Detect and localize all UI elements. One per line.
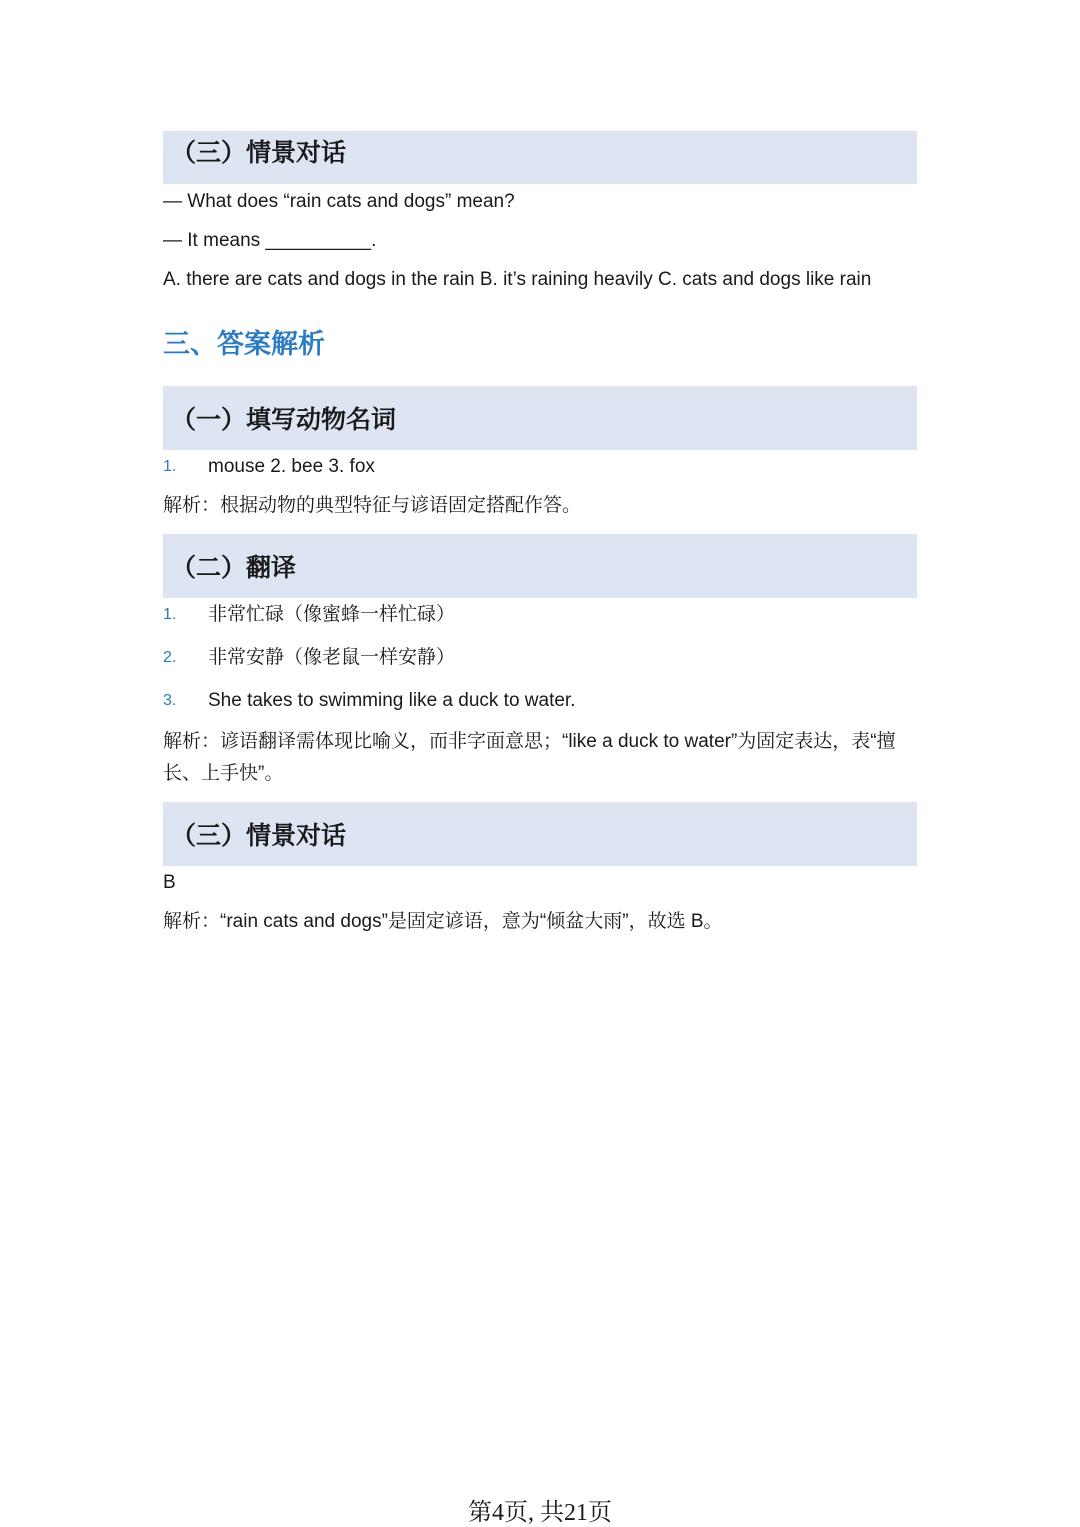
part3-answer: B <box>163 872 176 893</box>
page-content <box>163 131 917 936</box>
list-number: 1. <box>163 458 177 475</box>
dialogue-options: A. there are cats and dogs in the rain B. it’s raining heavily C. cats and dogs like rain <box>163 269 872 290</box>
list-item <box>163 687 917 715</box>
part2-heading: （二）翻译 <box>163 534 917 598</box>
list-number: 3. <box>163 692 177 709</box>
part3-heading: （三）情景对话 <box>163 802 917 866</box>
dialogue-heading: （三）情景对话 <box>163 131 917 184</box>
dialogue-answer-prompt: — It means __________. <box>163 230 377 251</box>
list-text: 非常安静（像老鼠一样安静） <box>208 647 456 668</box>
list-text: mouse 2. bee 3. fox <box>208 456 375 477</box>
list-text: 非常忙碌（像蜜蜂一样忙碌） <box>208 604 456 625</box>
page-footer: 第4页, 共21页 <box>468 1500 612 1526</box>
list-number: 2. <box>163 649 177 666</box>
list-item <box>163 601 917 629</box>
part1-explanation: 解析：根据动物的典型特征与谚语固定搭配作答。 <box>163 495 582 516</box>
list-item <box>163 453 917 481</box>
part1-heading: （一）填写动物名词 <box>163 386 917 450</box>
answers-section-title: 三、答案解析 <box>163 329 325 360</box>
dialogue-question: — What does “rain cats and dogs” mean? <box>163 191 515 212</box>
list-text: She takes to swimming like a duck to water. <box>208 690 576 711</box>
list-item <box>163 644 917 672</box>
list-number: 1. <box>163 606 177 623</box>
part3-explanation: 解析：“rain cats and dogs”是固定谚语，意为“倾盆大雨”，故选 B。 <box>163 911 723 932</box>
part2-explanation: 解析：谚语翻译需体现比喻义，而非字面意思；“like a duck to water”为固定表达，表“擅长、上手快”。 <box>163 731 896 784</box>
